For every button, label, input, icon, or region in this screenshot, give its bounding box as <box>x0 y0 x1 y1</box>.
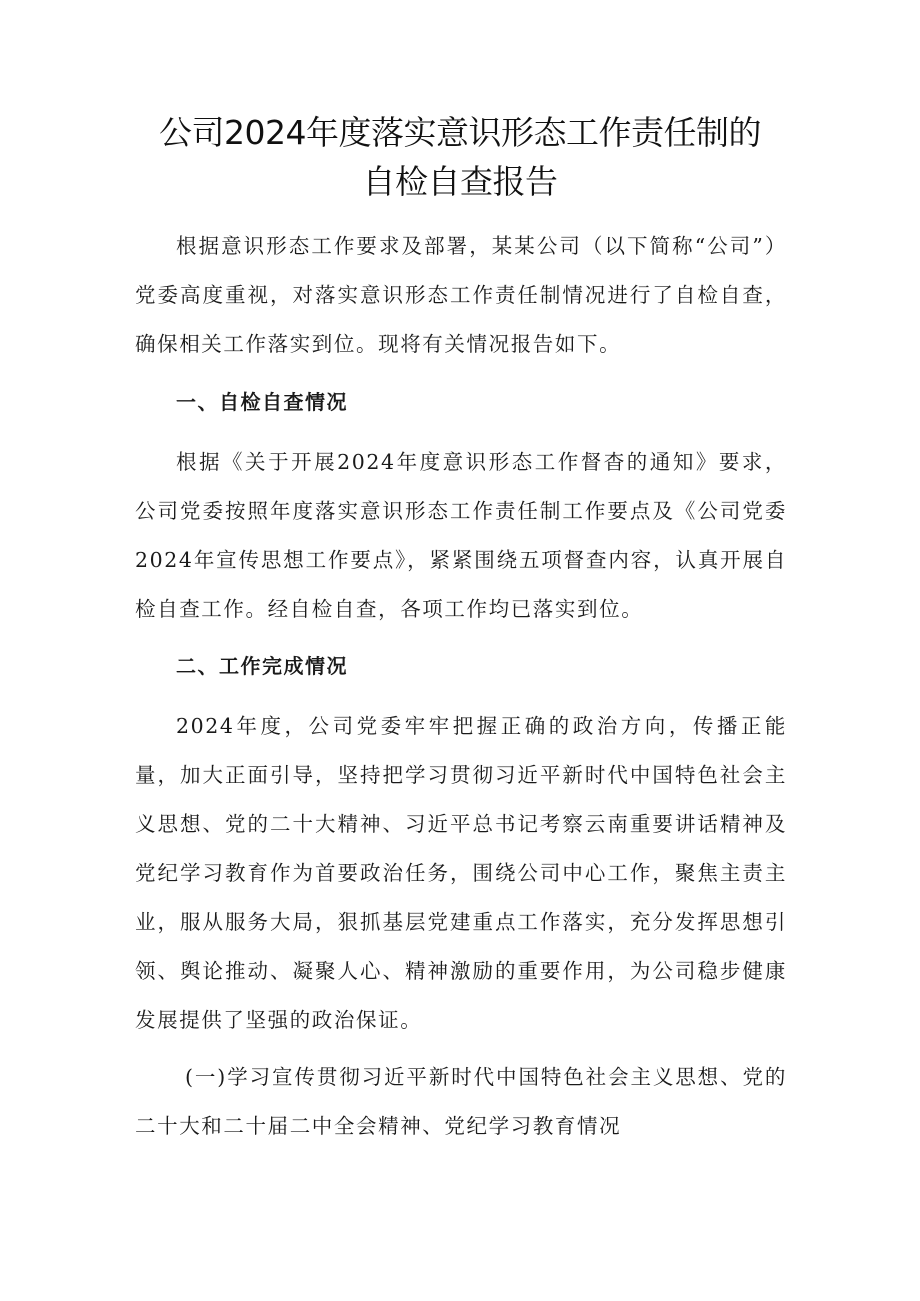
intro-paragraph: 根据意识形态工作要求及部署，某某公司（以下简称“公司”）党委高度重视，对落实意识形态工作责任制情况进行了自检自查，确保相关工作落实到位。现将有关情况报告如下。 <box>135 234 787 356</box>
subsection1-heading: (一)学习宣传贯彻习近平新时代中国特色社会主义思想、党的二十大和二十届二中全会精神、党纪学习教育情况 <box>135 1065 787 1138</box>
document-title-line1: 公司2024年度落实意识形态工作责任制的 <box>159 113 761 152</box>
document-title-line2: 自检自查报告 <box>362 162 558 201</box>
section2-body: 2024年度，公司党委牢牢把握正确的政治方向，传播正能量，加大正面引导，坚持把学习贯彻习近平新时代中国特色社会主义思想、党的二十大精神、习近平总书记考察云南重要讲话精神及党纪学习教育作为首要政治任务，围绕公司中心工作，聚焦主责主业，服从服务大局，狠抓基层党建重点工作落实，充分发挥思想引领、舆论推动、凝聚人心、精神激励的重要作用，为公司稳步健康发展提供了坚强的政治保证。 <box>135 714 787 1032</box>
section1-body: 根据《关于开展2024年度意识形态工作督杳的通知》要求，公司党委按照年度落实意识形态工作责任制工作要点及《公司党委2024年宣传思想工作要点》，紧紧围绕五项督查内容，认真开展自检自查工作。经自检自查，各项工作均已落实到位。 <box>135 450 787 621</box>
section2-heading: 二、工作完成情况 <box>176 654 348 678</box>
section1-heading: 一、自检自查情况 <box>176 390 348 414</box>
